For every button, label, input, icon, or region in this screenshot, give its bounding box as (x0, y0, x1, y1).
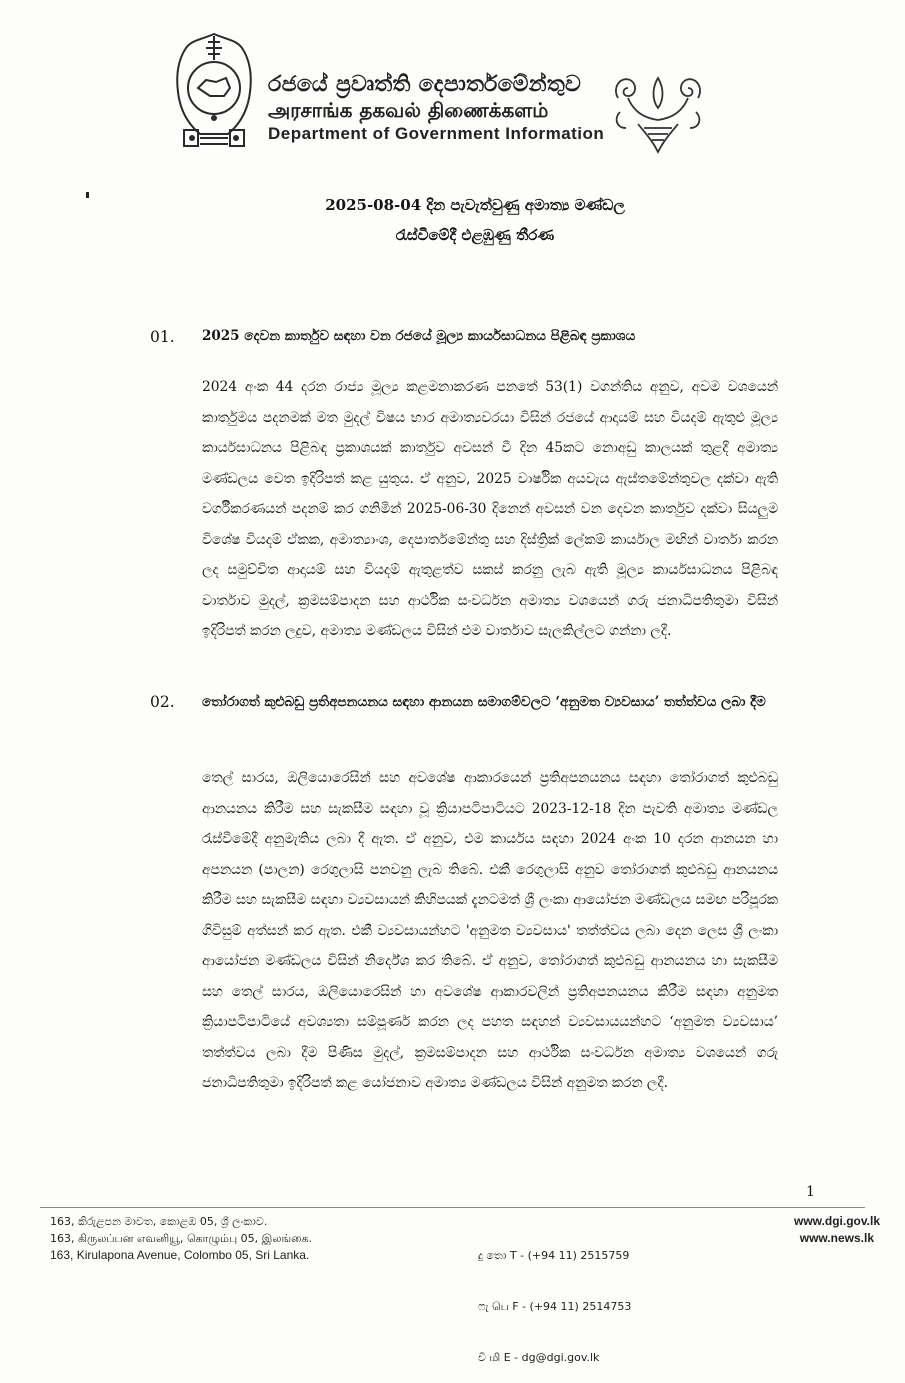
footer-address (50, 1213, 312, 1264)
sri-lanka-emblem-icon (170, 30, 258, 148)
document-title-line-2: රැස්වීමේදී එළඹුණු තීරණ (395, 226, 555, 244)
decision-body: 2024 අංක 44 දරන රාජ්‍ය මූල්‍ය කළමනාකරණ පනතේ 53(1) වගන්තිය අනුව, අවම වශයෙන් කාර්තුමය පදනමක් මත මුදල් විෂය භාර අමාත්‍යවරයා විසින් රජයේ ආදායම් සහ වියදම් ඇතුළු මූල්‍ය කාර්යසාධනය පිළිබඳ ප්‍රකාශයක් කාර්තුව අවසන් වී දින 45කට නොඅඩු කාලයක් තුළදී අමාත්‍ය මණ්ඩලය වෙත ඉදිරිපත් කළ යුතුය. ඒ අනුව, 2025 වාර්ෂික අයවැය ඇස්තමේන්තුවල දක්වා ඇති වර්ගීකරණයන් පදනම් කර ගනිමින් 2025-06-30 දිනෙන් අවසන් වන දෙවන කාර්තුව දක්වා සියලුම විශේෂ වියදම් ඒකක, අමාත්‍යාංශ, දෙපාර්තමේන්තු සහ දිස්ත්‍රික් ලේකම් කාර්යාල මඟින් වාර්තා කරන ලද සමුච්චිත ආදායම් සහ වියදම් ඇතුළත්ව සකස් කරනු ලැබ ඇති මූල්‍ය කාර්යසාධනය පිළිබඳ වාර්තාව මුදල්, ක්‍රමසම්පාදන සහ ආර්ථික සංවර්ධන අමාත්‍ය වශයෙන් ගරු ජනාධිපතිතුමා විසින් ඉදිරිපත් කරන ලදුව, අමාත්‍ය මණ්ඩලය විසින් එම වාර්තාව සැලකිල්ලට ගන්නා ලදී. (202, 379, 778, 639)
address-tamil: 163, கிருலப்பன எவனியூ, கொழும்பு 05, இலங்கை. (50, 1232, 313, 1245)
department-name-english: Department of Government Information (268, 124, 605, 143)
website-link-dgi[interactable]: www.dgi.gov.lk (794, 1214, 881, 1228)
footer-websites (794, 1213, 881, 1247)
department-name-tamil: அரசாங்க தகவல் திணைக்களம் (268, 98, 549, 122)
department-logo-icon (608, 68, 708, 156)
document-title-line-1: 2025-08-04 දින පැවැත්වුණු අමාත්‍ය මණ්ඩල (325, 196, 625, 214)
department-name-sinhala: රජයේ ප්‍රවෘත්ති දෙපාර්තමේන්තුව (268, 72, 582, 97)
page-number: 1 (806, 1184, 815, 1200)
decision-number: 02. (150, 693, 175, 711)
decision-heading: 2025 දෙවන කාර්තුව සඳහා වන රජයේ මූල්‍ය කාර්යසාධනය පිළිබඳ ප්‍රකාශය (202, 328, 636, 344)
scan-mark (86, 192, 89, 198)
footer-contact (478, 1213, 631, 1383)
decision-number: 01. (150, 328, 175, 346)
address-sinhala: 163, කිරුළපන මාවත, කොළඹ 05, ශ්‍රී ලංකාව. (50, 1215, 268, 1228)
decision-heading: තෝරාගත් කුළුබඩු ප්‍රතිඅපනයනය සඳහා ආනයන සමාගම්වලට ‘අනුමත ව්‍යවසාය’ තත්ත්වය ලබා දීම (202, 694, 766, 710)
website-link-news[interactable]: www.news.lk (799, 1231, 874, 1245)
footer-divider (40, 1207, 865, 1208)
fax-number: ෆැ பெ F - (+94 11) 2514753 (478, 1300, 632, 1313)
address-english: 163, Kirulapona Avenue, Colombo 05, Sri Lanka. (50, 1248, 310, 1262)
email-address[interactable]: වි மி E - dg@dgi.gov.lk (478, 1351, 600, 1364)
decision-body: තෙල් සාරය, ඔලියොරෙසින් සහ අවශේෂ ආකාරයෙන් ප්‍රතිඅපනයනය සඳහා තෝරාගත් කුළුබඩු ආනයනය කිරීම සහ සැකසීම සඳහා වූ ක්‍රියාපටිපාටියට 2023-12-18 දින පැවති අමාත්‍ය මණ්ඩල රැස්වීමේදී අනුමැතිය ලබා දී ඇත. ඒ අනුව, එම කාර්යය සඳහා 2024 අංක 10 දරන ආනයන හා අපනයන (පාලන) රෙගුලාසි පනවනු ලැබ තිබේ. එකී රෙගුලාසි අනුව තෝරාගත් කුළුබඩු ආනයනය කිරීම සහ සැකසීම සඳහා ව්‍යවසායන් කිහිපයක් දැනටමත් ශ්‍රී ලංකා ආයෝජන මණ්ඩලය සමඟ පරිපූරක ගිවිසුම් අත්සන් කර ඇත. එකී ව්‍යවසායන්හට 'අනුමත ව්‍යවසාය' තත්ත්වය ලබා දෙන ලෙස ශ්‍රී ලංකා ආයෝජන මණ්ඩලය විසින් නිර්දේශ කර තිබේ. ඒ අනුව, තෝරාගත් කුළුබඩු ආනයනය හා සැකසීම සහ තෙල් සාරය, ඔලියොරෙසින් හා අවශේෂ ආකාරවලින් ප්‍රතිඅපනයනය කිරීම සඳහා අනුමත ක්‍රියාපටිපාටියේ අවශ්‍යතා සම්පූර්ණ කරන ලද පහත සඳහන් ව්‍යවසායයන්හට ‘අනුමත ව්‍යවසාය’ තත්ත්වය ලබා දීම පිණිස මුදල්, ක්‍රමසම්පාදන සහ ආර්ථික සංවර්ධන අමාත්‍ය වශයෙන් ගරු ජනාධිපතිතුමා ඉදිරිපත් කළ යෝජනාව අමාත්‍ය මණ්ඩලය විසින් අනුමත කරන ලදී. (202, 770, 778, 1091)
phone-number: දු තො T - (+94 11) 2515759 (478, 1249, 630, 1262)
